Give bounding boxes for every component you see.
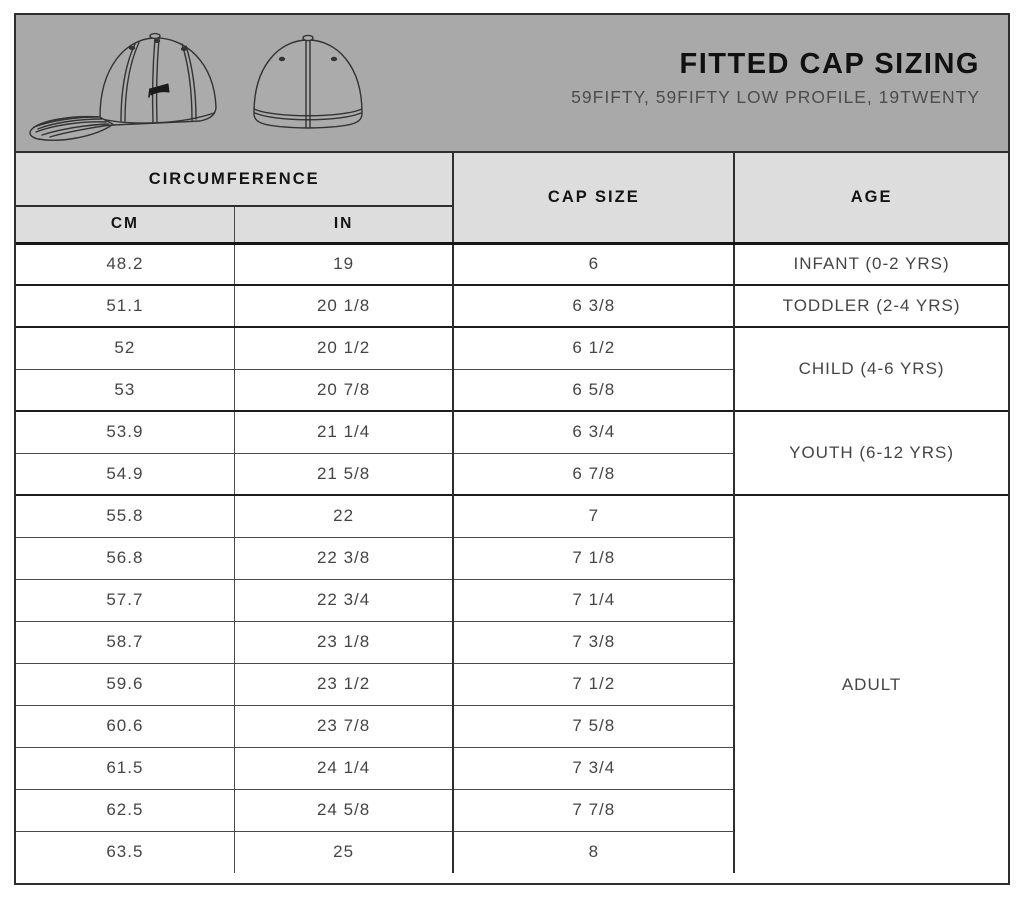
cm-value: 54.9 [16,453,234,495]
age-group-toddler: TODDLER (2-4 YRS) [734,285,1008,327]
cap-size-value: 7 3/8 [453,621,734,663]
in-value: 24 1/4 [234,747,453,789]
cap-size-value: 6 1/2 [453,327,734,369]
cm-value: 58.7 [16,621,234,663]
in-value: 23 1/2 [234,663,453,705]
cap-size-value: 8 [453,831,734,873]
cm-value: 57.7 [16,579,234,621]
cm-value: 59.6 [16,663,234,705]
column-header-age: AGE [734,153,1008,243]
age-group-infant: INFANT (0-2 YRS) [734,243,1008,285]
cap-size-value: 7 1/4 [453,579,734,621]
hero-banner [16,15,1008,153]
cm-value: 55.8 [16,495,234,537]
cm-value: 61.5 [16,747,234,789]
column-header-in: IN [234,206,453,243]
in-value: 25 [234,831,453,873]
cm-value: 53.9 [16,411,234,453]
table-row [16,411,1008,453]
cm-value: 48.2 [16,243,234,285]
age-group-youth: YOUTH (6-12 YRS) [734,411,1008,495]
in-value: 20 1/8 [234,285,453,327]
cm-value: 56.8 [16,537,234,579]
cm-value: 60.6 [16,705,234,747]
page-subtitle: 59FIFTY, 59FIFTY LOW PROFILE, 19TWENTY [571,86,980,107]
column-header-cap-size: CAP SIZE [453,153,734,243]
age-group-adult: ADULT [734,495,1008,873]
column-header-cm: CM [16,206,234,243]
fitted-cap-line-art [22,29,414,149]
table-row [16,243,1008,285]
in-value: 23 1/8 [234,621,453,663]
cap-size-value: 7 [453,495,734,537]
cap-size-value: 6 3/4 [453,411,734,453]
cm-value: 51.1 [16,285,234,327]
in-value: 22 3/4 [234,579,453,621]
table-row [16,327,1008,369]
fitted-cap-back-view-icon [254,35,362,128]
page-title: FITTED CAP SIZING [679,48,980,80]
in-value: 21 1/4 [234,411,453,453]
age-group-child: CHILD (4-6 YRS) [734,327,1008,411]
cm-value: 52 [16,327,234,369]
table-row [16,285,1008,327]
cap-size-value: 7 7/8 [453,789,734,831]
cap-size-value: 7 5/8 [453,705,734,747]
cm-value: 63.5 [16,831,234,873]
fitted-cap-side-view-icon [30,34,216,141]
cap-size-value: 7 1/8 [453,537,734,579]
hero-titles [416,15,1008,151]
cap-sizing-table [16,153,1008,873]
cap-size-value: 6 [453,243,734,285]
in-value: 22 3/8 [234,537,453,579]
cm-value: 62.5 [16,789,234,831]
cap-size-value: 6 7/8 [453,453,734,495]
cm-value: 53 [16,369,234,411]
column-header-circumference: CIRCUMFERENCE [16,153,453,206]
cap-size-value: 6 5/8 [453,369,734,411]
in-value: 21 5/8 [234,453,453,495]
in-value: 19 [234,243,453,285]
in-value: 24 5/8 [234,789,453,831]
in-value: 20 1/2 [234,327,453,369]
cap-size-value: 7 1/2 [453,663,734,705]
in-value: 23 7/8 [234,705,453,747]
in-value: 22 [234,495,453,537]
sizing-chart-sheet [14,13,1010,885]
cap-size-value: 7 3/4 [453,747,734,789]
cap-size-value: 6 3/8 [453,285,734,327]
table-row [16,495,1008,537]
table-body [16,243,1008,873]
in-value: 20 7/8 [234,369,453,411]
cap-illustrations [16,15,416,151]
table-header [16,153,1008,243]
